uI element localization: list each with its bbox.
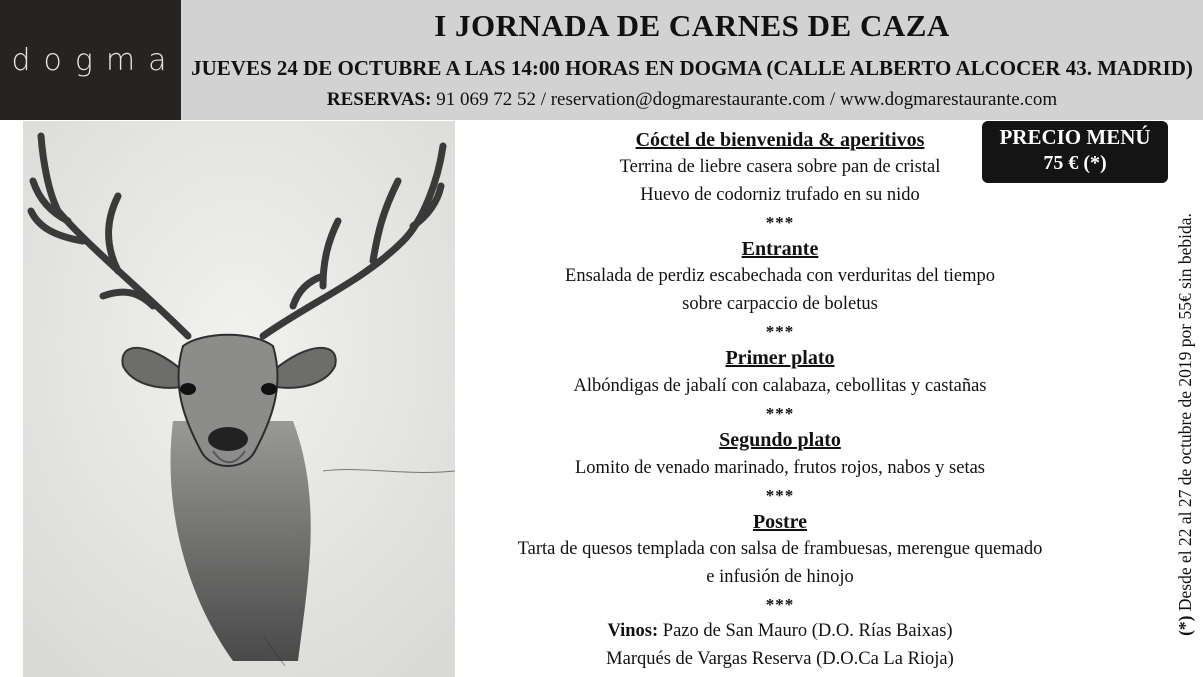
header xyxy=(181,0,1203,120)
wines-label: Vinos: xyxy=(607,621,659,642)
price-badge xyxy=(982,121,1168,183)
reservations-label: RESERVAS: xyxy=(326,89,432,110)
wines-line xyxy=(470,618,1090,645)
section-title-starter: Entrante xyxy=(741,238,819,261)
section-title-second-course: Segundo plato xyxy=(719,429,841,452)
menu-item: e infusión de hinojo xyxy=(706,566,854,587)
menu-item: Huevo de codorniz trufado en su nido xyxy=(640,184,920,205)
separator: *** xyxy=(765,485,795,505)
reservations-contact: 91 069 72 52 / reservation@dogmarestaurante.com / www.dogmarestaurante.com xyxy=(436,89,1058,110)
wine-item: Pazo de San Mauro (D.O. Rías Baixas) xyxy=(662,621,953,642)
menu-item: sobre carpaccio de boletus xyxy=(682,293,878,314)
menu-item: Albóndigas de jabalí con calabaza, cebollitas y castañas xyxy=(573,375,987,396)
side-note-marker: (*) xyxy=(1174,615,1195,636)
side-note xyxy=(1168,172,1202,677)
section-title-first-course: Primer plato xyxy=(725,347,835,370)
menu-item: Lomito de venado marinado, frutos rojos, nabos y setas xyxy=(575,457,985,478)
logo xyxy=(0,0,181,120)
separator: *** xyxy=(765,403,795,423)
separator: *** xyxy=(765,595,795,615)
price-title: PRECIO MENÚ xyxy=(999,125,1151,149)
menu xyxy=(470,127,1090,673)
price-value: 75 € (*) xyxy=(1043,152,1107,174)
logo-text: dogma xyxy=(11,42,180,78)
separator: *** xyxy=(765,322,795,342)
menu-item: Ensalada de perdiz escabechada con verduritas del tiempo xyxy=(565,266,995,287)
side-note-text xyxy=(1175,213,1196,636)
deer-illustration xyxy=(23,121,455,677)
side-note-body: Desde el 22 al 27 de octubre de 2019 por 55€ sin bebida. xyxy=(1174,213,1195,612)
section-title-dessert: Postre xyxy=(752,511,808,534)
page-title: I JORNADA DE CARNES DE CAZA xyxy=(434,8,950,43)
wine-item: Marqués de Vargas Reserva (D.O.Ca La Rioja) xyxy=(606,648,954,669)
menu-item: Terrina de liebre casera sobre pan de cristal xyxy=(619,157,941,178)
section-title-cocktail: Cóctel de bienvenida & aperitivos xyxy=(635,129,925,151)
separator: *** xyxy=(765,212,795,232)
reservations-line xyxy=(181,89,1203,111)
menu-item: Tarta de quesos templada con salsa de frambuesas, merengue quemado xyxy=(517,539,1043,560)
event-details: JUEVES 24 DE OCTUBRE A LAS 14:00 HORAS EN DOGMA (CALLE ALBERTO ALCOCER 43. MADRID) xyxy=(191,56,1193,80)
